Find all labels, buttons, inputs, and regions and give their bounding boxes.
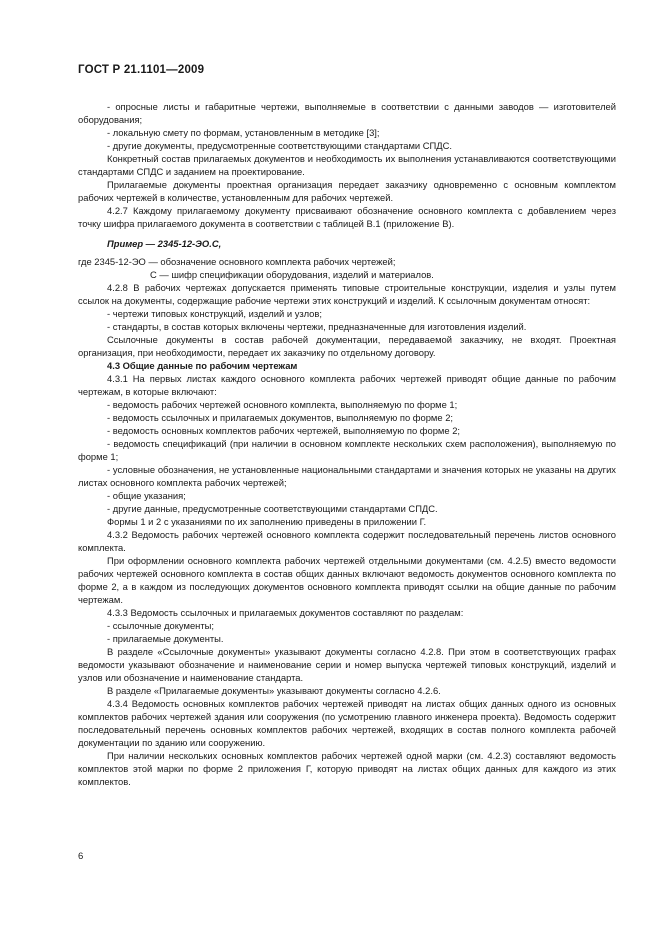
section-title-4-3: 4.3 Общие данные по рабочим чертежам xyxy=(107,360,298,371)
where-clause-continuation: С — шифр спецификации оборудования, изделий и материалов. xyxy=(150,269,434,280)
page-header-title: ГОСТ Р 21.1101—2009 xyxy=(78,64,205,76)
paragraph: Формы 1 и 2 с указаниями по их заполнению приведены в приложении Г. xyxy=(107,516,427,527)
paragraph: При наличии нескольких основных комплектов рабочих чертежей одной марки (см. 4.2.3) составляют ведомость комплектов этой марки по форме 2 приложения Г, которую приводят на листах общих данных для каждого из этих комплектов. xyxy=(78,750,616,787)
clause-4-3-1: 4.3.1 На первых листах каждого основного комплекта рабочих чертежей приводят общие данные по рабочим чертежам, в которые включают: xyxy=(78,373,616,397)
list-item: - условные обозначения, не установленные национальными стандартами и значения которых не указаны на других листах основного комплекта рабочих чертежей; xyxy=(78,464,616,488)
list-item: - ведомость спецификаций (при наличии в основном комплекте нескольких схем расположения), выполняемую по форме 1; xyxy=(78,438,616,462)
paragraph: - локальную смету по формам, установленным в методике [3]; xyxy=(107,127,380,138)
paragraph: Конкретный состав прилагаемых документов и необходимость их выполнения устанавливаются соответствующими стандартами СПДС и заданием на проектирование. xyxy=(78,153,616,177)
list-item: - прилагаемые документы. xyxy=(107,633,224,644)
paragraph: Ссылочные документы в состав рабочей документации, передаваемой заказчику, не входят. Проектная организация, при необходимости, передает их заказчику по отдельному договору. xyxy=(78,334,616,358)
example-line: Пример — 2345-12-ЭО.С, xyxy=(107,238,222,249)
list-item: - ведомость основных комплектов рабочих чертежей, выполняемую по форме 2; xyxy=(107,425,461,436)
list-item: - ведомость рабочих чертежей основного комплекта, выполняемую по форме 1; xyxy=(107,399,458,410)
clause-4-3-3: 4.3.3 Ведомость ссылочных и прилагаемых документов составляют по разделам: xyxy=(107,607,464,618)
where-clause: где 2345-12-ЭО — обозначение основного комплекта рабочих чертежей; xyxy=(78,256,396,267)
paragraph: Прилагаемые документы проектная организация передает заказчику одновременно с основным комплектом рабочих чертежей в количестве, установленным для рабочих чертежей. xyxy=(78,179,616,203)
list-item: - ведомость ссылочных и прилагаемых документов, выполняемую по форме 2; xyxy=(107,412,454,423)
clause-4-3-2: 4.3.2 Ведомость рабочих чертежей основного комплекта содержит последовательный перечень листов основного комплекта. xyxy=(78,529,616,553)
paragraph: При оформлении основного комплекта рабочих чертежей отдельными документами (см. 4.2.5) вместо ведомости рабочих чертежей основного комплекта в состав общих данных включают ведомость документов основного комплекта по форме 2, а в каждом из последующих документов основного комплекта приводят ссылки на общие данные по рабочим чертежам. xyxy=(78,555,616,605)
list-item: - стандарты, в состав которых включены чертежи, предназначенные для изготовления изделий. xyxy=(107,321,527,332)
list-item: - другие данные, предусмотренные соответствующими стандартами СПДС. xyxy=(107,503,438,514)
page-number: 6 xyxy=(78,851,84,862)
list-item: - ссылочные документы; xyxy=(107,620,214,631)
paragraph: В разделе «Прилагаемые документы» указывают документы согласно 4.2.6. xyxy=(107,685,441,696)
list-item: - чертежи типовых конструкций, изделий и узлов; xyxy=(107,308,322,319)
paragraph: В разделе «Ссылочные документы» указывают документы согласно 4.2.8. При этом в соответствующих графах ведомости указывают обозначение и наименование серии и номер выпуска чертежей типовых конструкций, изделий и узлов или обозначение и наименование стандарта. xyxy=(78,646,616,683)
document-body xyxy=(78,100,616,788)
clause-4-3-4: 4.3.4 Ведомость основных комплектов рабочих чертежей приводят на листах общих данных одного из основных комплектов рабочих чертежей здания или сооружения (по усмотрению главного инженера проекта). Ведомость содержит последовательный перечень основных комплектов рабочих чертежей, входящих в состав полного комплекта рабочей документации по зданию или сооружению. xyxy=(78,698,616,748)
paragraph: - опросные листы и габаритные чертежи, выполняемые в соответствии с данными заводов — изготовителей оборудования; xyxy=(78,101,616,125)
list-item: - общие указания; xyxy=(107,490,186,501)
paragraph: - другие документы, предусмотренные соответствующими стандартами СПДС. xyxy=(107,140,453,151)
clause-4-2-7: 4.2.7 Каждому прилагаемому документу присваивают обозначение основного комплекта с добавлением через точку шифра прилагаемого документа в соответствии с таблицей В.1 (приложение В). xyxy=(78,205,616,229)
clause-4-2-8: 4.2.8 В рабочих чертежах допускается применять типовые строительные конструкции, изделия и узлы путем ссылок на документы, содержащие рабочие чертежи этих конструкций и изделий. К ссылочным документам относят: xyxy=(78,282,616,306)
